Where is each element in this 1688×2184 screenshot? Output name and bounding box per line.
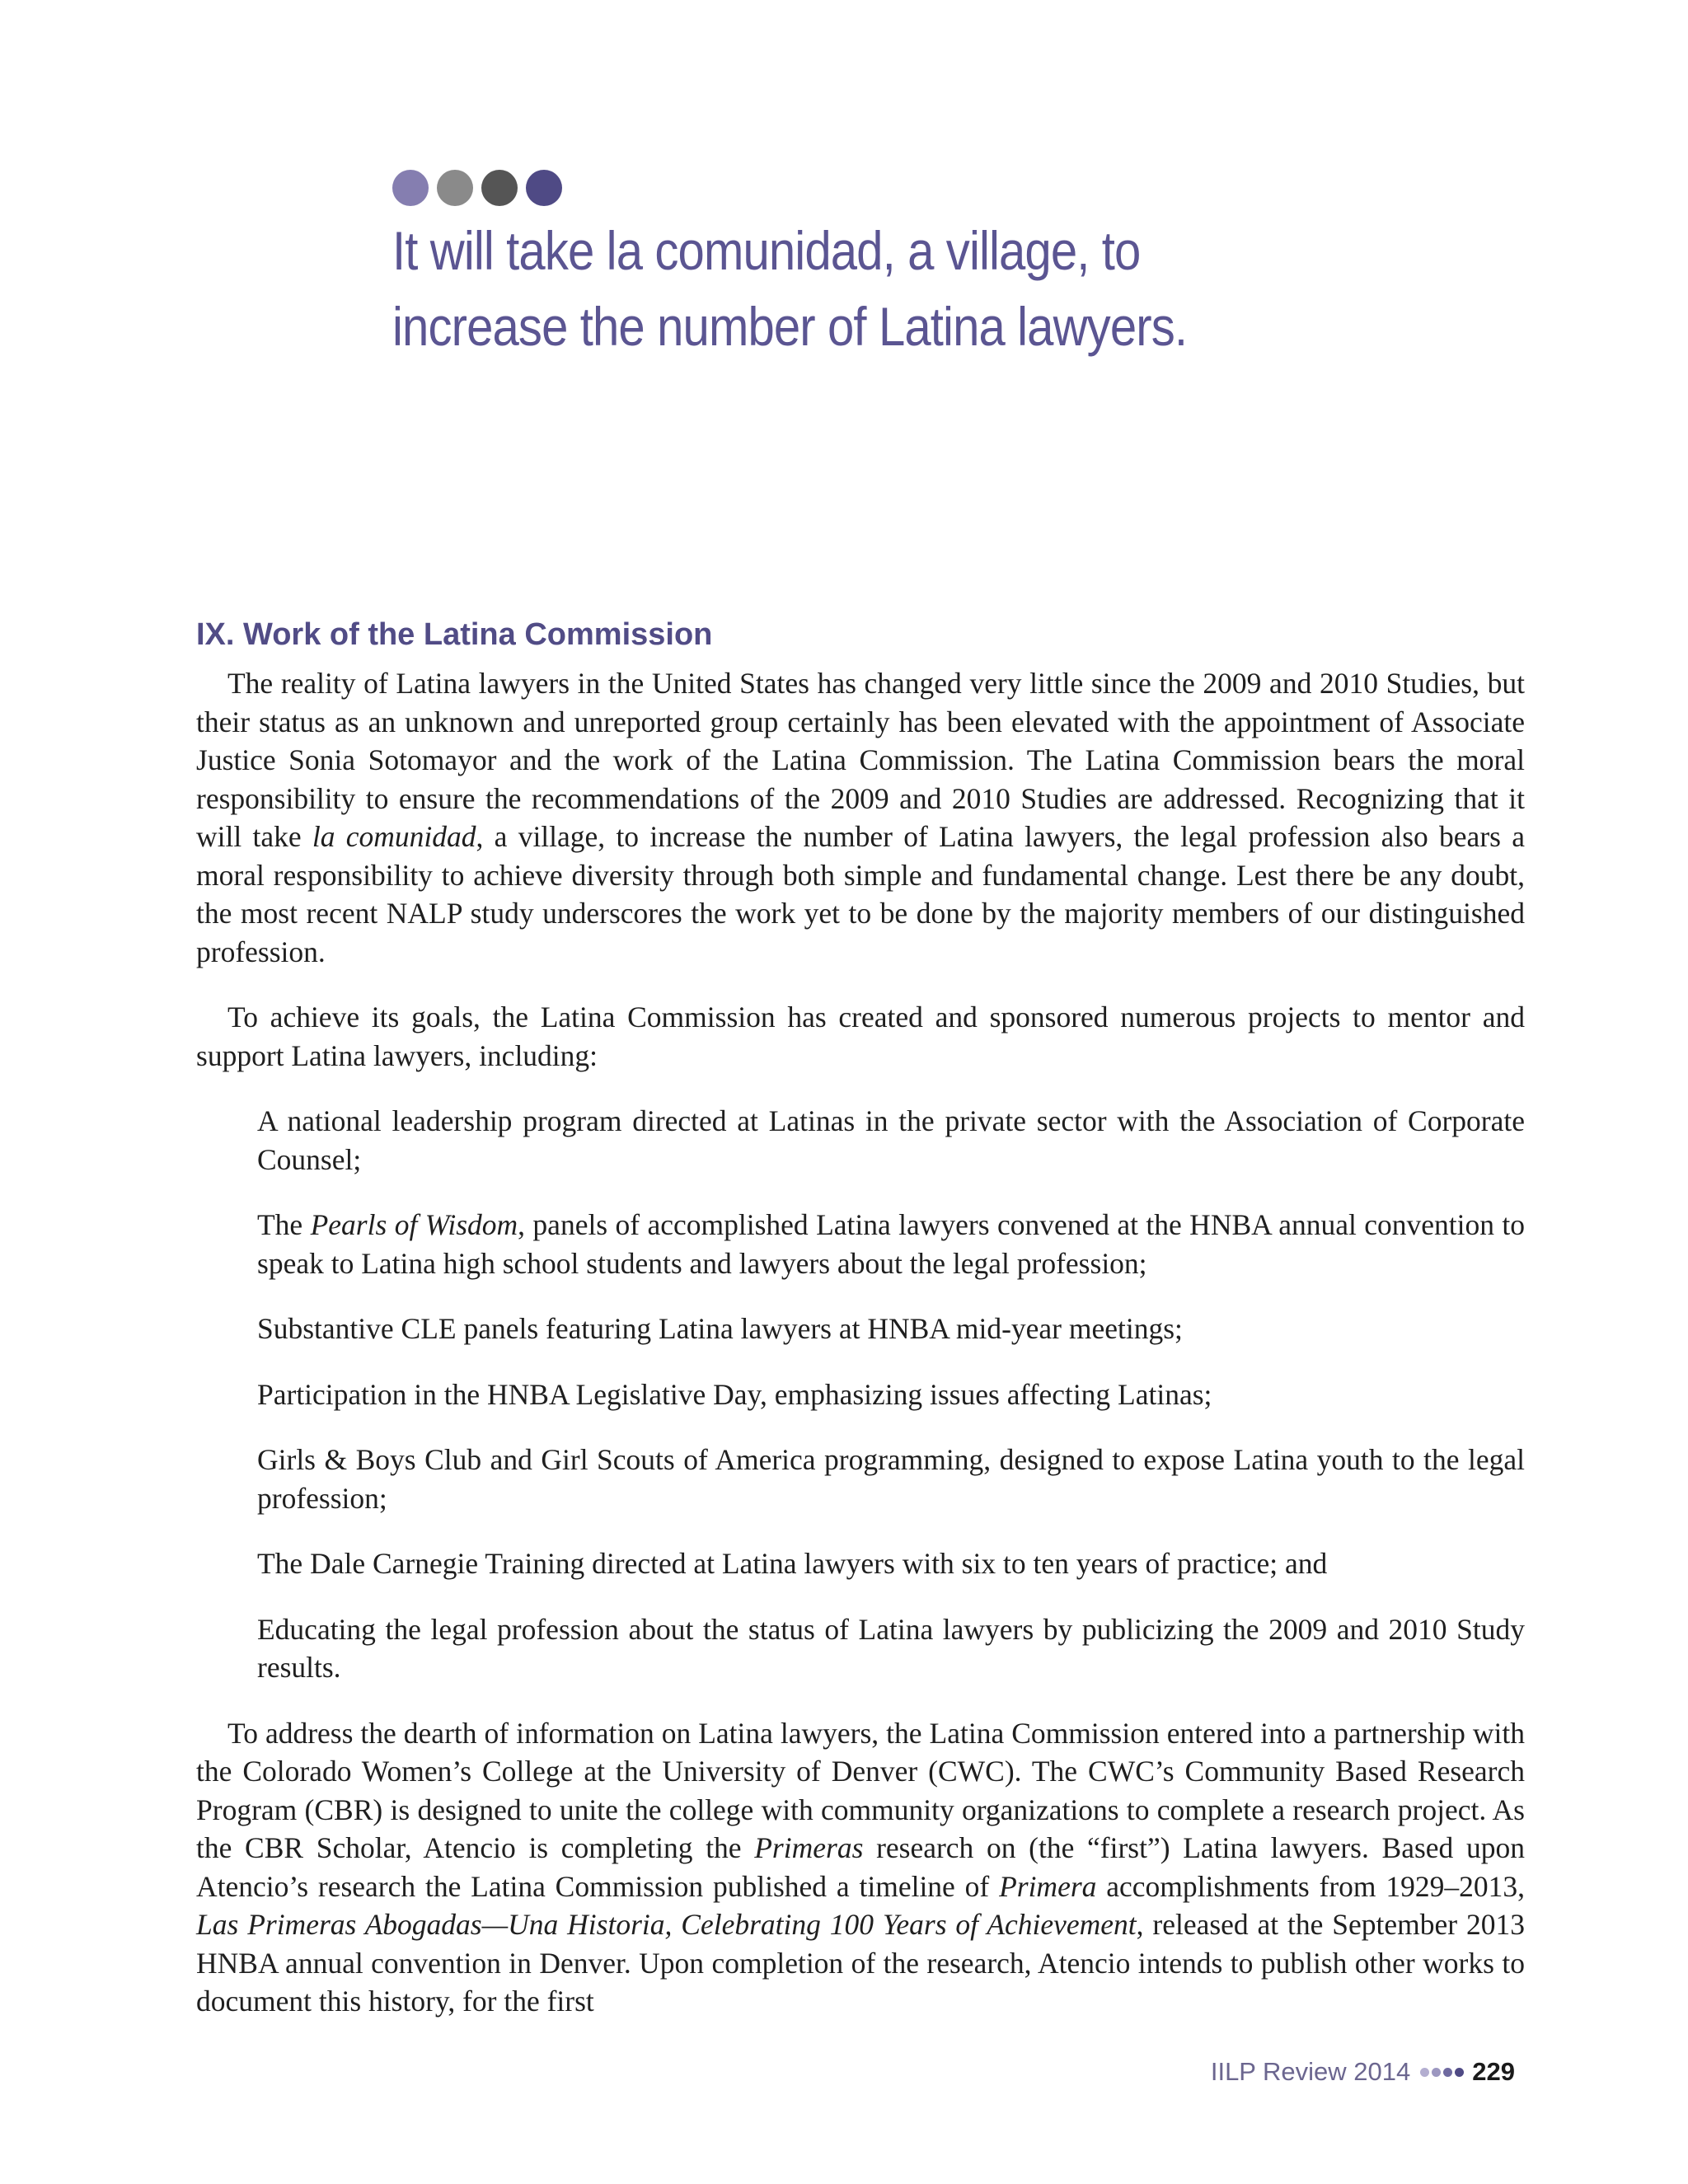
list-item: A national leadership program directed at Latinas in the private sector with the Association of Corporate Counsel; xyxy=(257,1104,1525,1176)
pull-quote-text xyxy=(392,213,1444,364)
dot-icon xyxy=(392,170,429,206)
dot-icon xyxy=(1443,2068,1452,2077)
text-span: To address the dearth of information on Latina lawyers, the Latina Commission entered into a partnership with the Colorado Women’s College at the University of Denver (CWC). The CWC’s Community Based Research Program (CBR) is designed to unite the college with community organizations to complete a research project. As the CBR Scholar, Atencio is completing the xyxy=(196,1716,1525,1864)
list-item: Educating the legal profession about the status of Latina lawyers by publicizing the 2009 and 2010 Study results. xyxy=(257,1612,1525,1684)
section-heading: IX. Work of the Latina Commission xyxy=(196,617,713,652)
body-paragraph: To achieve its goals, the Latina Commission has created and sponsored numerous projects to mentor and support Latina lawyers, including: xyxy=(196,1001,1525,1072)
body-paragraph xyxy=(196,664,1525,971)
text-span: , a village, to increase the number of Latina lawyers, the legal profession also bears a moral responsibility to achieve diversity through both simple and fundamental change. Lest there be any doubt, the most recent NALP study underscores the work yet to be done by the majority members of our distinguished profession. xyxy=(196,820,1525,968)
dot-icon xyxy=(481,170,518,206)
project-list xyxy=(196,1102,1525,1687)
dot-icon xyxy=(1455,2068,1464,2077)
decorative-dots xyxy=(392,170,1464,206)
list-item xyxy=(257,1206,1525,1282)
list-item: The Dale Carnegie Training directed at Latina lawyers with six to ten years of practice; and xyxy=(257,1547,1328,1580)
footer-dots xyxy=(1420,2068,1464,2077)
italic-text: la comunidad xyxy=(312,820,476,853)
dot-icon xyxy=(526,170,562,206)
italic-text: Primera xyxy=(999,1869,1097,1903)
dot-icon xyxy=(1432,2068,1441,2077)
article-section xyxy=(196,612,1525,2021)
italic-text: Primeras xyxy=(754,1831,864,1864)
list-item: Participation in the HNBA Legislative Day, emphasizing issues affecting Latinas; xyxy=(257,1377,1212,1411)
page-number: 229 xyxy=(1472,2057,1515,2086)
list-item: Girls & Boys Club and Girl Scouts of America programming, designed to expose Latina youth to the legal profession; xyxy=(257,1443,1525,1515)
dot-icon xyxy=(1420,2068,1429,2077)
list-item: Substantive CLE panels featuring Latina lawyers at HNBA mid-year meetings; xyxy=(257,1312,1183,1345)
italic-text: Las Primeras Abogadas—Una Historia, Celebrating 100 Years of Achievement xyxy=(196,1908,1137,1941)
page-footer xyxy=(1211,2057,1515,2087)
pull-quote-line: It will take la comunidad, a village, to xyxy=(392,220,1141,281)
text-span: , panels of accomplished Latina lawyers convened at the HNBA annual convention to speak to Latina high school students and lawyers about the legal profession; xyxy=(257,1208,1526,1280)
dot-icon xyxy=(437,170,473,206)
text-span: The reality of Latina lawyers in the United States has changed very little since the 2009 and 2010 Studies, but their status as an unknown and unreported group certainly has been elevated with the appointment of Associate Justice Sonia Sotomayor and the work of the Latina Commission. The Latina Commission bears the moral responsibility to ensure the recommendations of the 2009 and 2010 Studies are addressed. Recognizing that it will take xyxy=(196,667,1525,853)
pull-quote-line: increase the number of Latina lawyers. xyxy=(392,296,1188,357)
text-span: accomplishments from 1929–2013, xyxy=(1096,1869,1525,1903)
body-paragraph xyxy=(196,1714,1525,2021)
publication-label: IILP Review 2014 xyxy=(1210,2057,1411,2086)
pull-quote xyxy=(392,170,1464,364)
text-span: , released at the September 2013 HNBA annual convention in Denver. Upon completion of the research, Atencio intends to publish other works to document this history, for the first xyxy=(196,1908,1525,2018)
italic-text: Pearls of Wisdom xyxy=(310,1208,518,1241)
text-span: The xyxy=(257,1208,311,1241)
text-span: research on (the “first”) Latina lawyers. Based upon Atencio’s research the Latina Commission published a timeline of xyxy=(196,1831,1525,1903)
